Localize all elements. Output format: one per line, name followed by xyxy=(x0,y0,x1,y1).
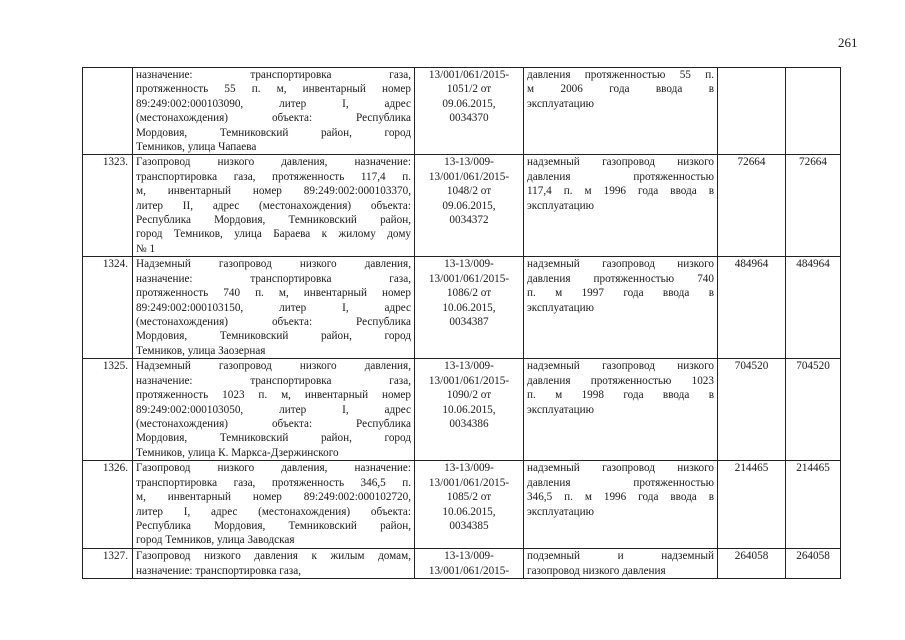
reg-line: 13/001/061/2015- xyxy=(428,69,510,81)
cell-text: 1323. xyxy=(102,156,128,169)
cell-text: 704520 xyxy=(734,360,769,373)
reg-line: 13/001/061/2015- xyxy=(428,564,510,577)
char-line: надземный газопровод низкого xyxy=(527,258,714,271)
desc-line: транспортировка газа, протяженность 346,5 п. xyxy=(136,476,411,489)
characteristics-cell xyxy=(524,68,718,155)
characteristics-cell xyxy=(524,155,718,257)
registry-table xyxy=(82,67,841,579)
char-line: м 2006 года ввода в xyxy=(527,83,714,96)
desc-line: протяженность 1023 п. м, инвентарный номер xyxy=(136,389,411,402)
reg-line: 13/001/061/2015- xyxy=(428,272,510,285)
object-description-cell xyxy=(133,359,415,461)
char-line: давления протяженностью xyxy=(527,476,714,489)
reg-line: 13-13/009- xyxy=(444,156,494,169)
char-line: давления протяженностью 1023 xyxy=(527,374,714,387)
desc-line: назначение: транспортировка газа, xyxy=(136,272,411,285)
desc-line: город Темников, улица Заводская xyxy=(136,534,295,547)
table-row xyxy=(83,155,841,257)
object-description-cell xyxy=(133,461,415,549)
char-line: надземный газопровод низкого xyxy=(527,360,714,373)
registration-cell xyxy=(415,549,524,579)
reg-line: 13-13/009- xyxy=(444,462,494,475)
registry-table-body xyxy=(83,68,841,579)
char-line: давления протяженностью 740 xyxy=(527,272,714,285)
registration-cell xyxy=(415,155,524,257)
characteristics-cell xyxy=(524,461,718,549)
char-line: газопровод низкого давления xyxy=(527,564,666,577)
char-line: 346,5 п. м 1996 года ввода в xyxy=(527,491,714,504)
table-row xyxy=(83,359,841,461)
desc-line: Республика Мордовия, Темниковский район, xyxy=(136,214,411,227)
cell-text: 1324. xyxy=(102,258,128,271)
desc-line: назначение: транспортировка газа, xyxy=(136,374,411,387)
characteristics-cell xyxy=(524,257,718,359)
row-number-cell xyxy=(83,359,133,461)
char-line: подземный и надземный xyxy=(527,550,714,563)
desc-line: город Темников, улица Бараева к жилому дому xyxy=(136,228,411,241)
object-description-cell xyxy=(133,257,415,359)
desc-line: Темников, улица Чапаева xyxy=(136,141,257,154)
value-cell-1 xyxy=(718,359,786,461)
reg-line: 1085/2 от xyxy=(446,491,492,504)
reg-line: 0034387 xyxy=(449,315,489,328)
char-line: надземный газопровод низкого xyxy=(527,462,714,475)
desc-line: Темников, улица К. Маркса-Дзержинского xyxy=(136,446,339,459)
desc-line: литер I, адрес (местонахождения) объекта: xyxy=(136,505,411,518)
reg-line: 13/001/061/2015- xyxy=(428,170,510,183)
row-number-cell xyxy=(83,155,133,257)
char-line: давления протяженностью 55 п. xyxy=(527,69,714,81)
char-line: п. м 1997 года ввода в xyxy=(527,287,714,300)
char-line: эксплуатацию xyxy=(527,301,594,314)
desc-line: протяженность 55 п. м, инвентарный номер xyxy=(136,83,411,96)
value-cell-2 xyxy=(786,461,841,549)
row-number-cell xyxy=(83,68,133,155)
desc-line: 89:249:002:000103090, литер I, адрес xyxy=(136,97,411,110)
reg-line: 0034372 xyxy=(449,214,489,227)
characteristics-cell xyxy=(524,359,718,461)
value-cell-1 xyxy=(718,461,786,549)
char-line: эксплуатацию xyxy=(527,97,594,110)
object-description-cell xyxy=(133,549,415,579)
reg-line: 0034386 xyxy=(449,417,489,430)
value-cell-2 xyxy=(786,257,841,359)
reg-line: 0034370 xyxy=(449,112,489,125)
desc-line: протяженность 740 п. м, инвентарный номер xyxy=(136,287,411,300)
desc-line: Мордовия, Темниковский район, город xyxy=(136,432,411,445)
char-line: 117,4 п. м 1996 года ввода в xyxy=(527,185,714,198)
desc-line: (местонахождения) объекта: Республика xyxy=(136,315,411,328)
desc-line: Республика Мордовия, Темниковский район, xyxy=(136,519,411,532)
reg-line: 09.06.2015, xyxy=(442,199,496,212)
char-line: эксплуатацию xyxy=(527,403,594,416)
reg-line: 13/001/061/2015- xyxy=(428,374,510,387)
table-row xyxy=(83,68,841,155)
value-cell-1 xyxy=(718,155,786,257)
object-description-cell xyxy=(133,68,415,155)
char-line: эксплуатацию xyxy=(527,199,594,212)
desc-line: назначение: транспортировка газа, xyxy=(136,69,411,81)
table-row xyxy=(83,549,841,579)
cell-text: 214465 xyxy=(796,462,830,475)
char-line: эксплуатацию xyxy=(527,505,594,518)
table-row xyxy=(83,257,841,359)
reg-line: 10.06.2015, xyxy=(442,505,496,518)
desc-line: транспортировка газа, протяженность 117,4 п. xyxy=(136,170,411,183)
cell-text: 214465 xyxy=(734,462,769,475)
value-cell-2 xyxy=(786,359,841,461)
desc-line: м, инвентарный номер 89:249:002:000103370, xyxy=(136,185,411,198)
reg-line: 13-13/009- xyxy=(444,360,494,373)
reg-line: 09.06.2015, xyxy=(442,97,496,110)
row-number-cell xyxy=(83,549,133,579)
value-cell-2 xyxy=(786,155,841,257)
cell-text: 1327. xyxy=(102,550,128,563)
desc-line: № 1 xyxy=(136,242,156,255)
registration-cell xyxy=(415,461,524,549)
desc-line: 89:249:002:000103150, литер I, адрес xyxy=(136,301,411,314)
registration-cell xyxy=(415,359,524,461)
desc-line: Надземный газопровод низкого давления, xyxy=(136,360,411,373)
desc-line: 89:249:002:000103050, литер I, адрес xyxy=(136,403,411,416)
value-cell-1 xyxy=(718,257,786,359)
characteristics-cell xyxy=(524,549,718,579)
reg-line: 10.06.2015, xyxy=(442,301,496,314)
cell-text: 704520 xyxy=(796,360,830,373)
reg-line: 1086/2 от xyxy=(446,287,492,300)
cell-text: 1326. xyxy=(102,462,128,475)
cell-text: 264058 xyxy=(796,550,830,563)
desc-line: литер II, адрес (местонахождения) объекта: xyxy=(136,199,411,212)
reg-line: 1048/2 от xyxy=(446,185,492,198)
row-number-cell xyxy=(83,461,133,549)
cell-text: 484964 xyxy=(734,258,769,271)
table-row xyxy=(83,461,841,549)
desc-line: Газопровод низкого давления, назначение: xyxy=(136,156,411,169)
value-cell-2 xyxy=(786,68,841,155)
desc-line: назначение: транспортировка газа, xyxy=(136,564,301,577)
desc-line: м, инвентарный номер 89:249:002:000102720, xyxy=(136,491,411,504)
desc-line: Темников, улица Заозерная xyxy=(136,344,266,357)
desc-line: Мордовия, Темниковский район, город xyxy=(136,330,411,343)
reg-line: 1051/2 от xyxy=(446,83,492,96)
desc-line: Мордовия, Темниковский район, город xyxy=(136,126,411,139)
char-line: п. м 1998 года ввода в xyxy=(527,389,714,402)
desc-line: (местонахождения) объекта: Республика xyxy=(136,112,411,125)
value-cell-1 xyxy=(718,68,786,155)
value-cell-1 xyxy=(718,549,786,579)
cell-text: 72664 xyxy=(799,156,827,169)
registration-cell xyxy=(415,68,524,155)
cell-text: 72664 xyxy=(737,156,766,169)
reg-line: 13-13/009- xyxy=(444,550,494,563)
cell-text: 1325. xyxy=(102,360,128,373)
reg-line: 10.06.2015, xyxy=(442,403,496,416)
reg-line: 13-13/009- xyxy=(444,258,494,271)
page-number: 261 xyxy=(838,35,858,50)
value-cell-2 xyxy=(786,549,841,579)
cell-text: 264058 xyxy=(734,550,769,563)
desc-line: Надземный газопровод низкого давления, xyxy=(136,258,411,271)
reg-line: 1090/2 от xyxy=(446,389,492,402)
desc-line: Газопровод низкого давления, назначение: xyxy=(136,462,411,475)
char-line: надземный газопровод низкого xyxy=(527,156,714,169)
desc-line: (местонахождения) объекта: Республика xyxy=(136,417,411,430)
desc-line: Газопровод низкого давления к жилым домам, xyxy=(136,550,411,563)
reg-line: 13/001/061/2015- xyxy=(428,476,510,489)
reg-line: 0034385 xyxy=(449,519,489,532)
char-line: давления протяженностью xyxy=(527,170,714,183)
object-description-cell xyxy=(133,155,415,257)
cell-text: 484964 xyxy=(796,258,830,271)
row-number-cell xyxy=(83,257,133,359)
registration-cell xyxy=(415,257,524,359)
